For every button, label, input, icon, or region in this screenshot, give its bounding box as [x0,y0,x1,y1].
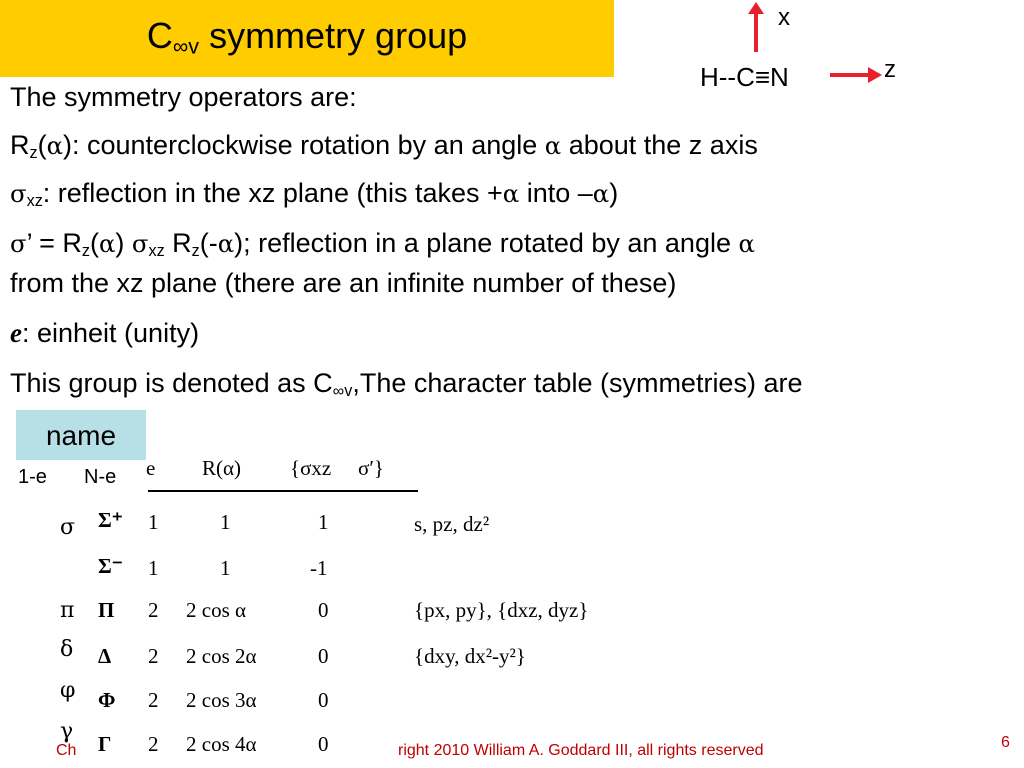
slide-title: $C_{\infty v}$ symmetry group [146,15,468,59]
molecule-formula: H--C≡N [700,62,789,92]
n-electron-label: N-e [84,466,117,488]
row-char-r: 2 cos 2α [186,644,257,668]
z-axis-label: z [884,56,896,83]
table-header-rule [148,490,418,492]
row-sym: Δ [98,644,112,668]
one-e-sym-3: δ [60,637,74,662]
header-sigma-prime: σ′} [358,456,384,480]
row-basis: {px, py}, {dxz, dyz} [414,598,589,622]
row-char-r: 1 [220,510,231,534]
row-char-e: 2 [148,732,159,756]
z-arrowhead-icon [868,67,882,83]
row-char-r: 2 cos 3α [186,688,257,712]
text-line-1: The symmetry operators are: [10,82,357,112]
row-basis: {dxy, dx²-y²} [414,644,526,668]
row-char-r: 1 [220,556,231,580]
row-sym: Γ [98,732,112,756]
row-char-r: 2 cos α [186,598,246,622]
row-char-e: 2 [148,688,159,712]
row-char-r: 2 cos 4α [186,732,257,756]
text-line-unity: e: einheit (unity) [10,318,200,348]
row-char-e: 1 [148,556,159,580]
footer-copyright: right 2010 William A. Goddard III, all rights reserved [398,742,764,759]
footer-left: Ch [56,742,77,759]
row-char-sigma: 0 [318,644,329,668]
row-char-sigma: 1 [318,510,329,534]
row-char-e: 2 [148,598,159,622]
row-char-sigma: -1 [310,556,328,580]
row-char-sigma: 0 [318,598,329,622]
one-e-sym-2: π [60,598,75,623]
x-axis-label: x [778,4,790,31]
text-line-sigma-prime: σ’ = $R_z(\alpha)$ $\sigma_{xz}$ $R_z(-\alpha)$; reflection in a plane rotated by an angle α [10,228,755,261]
text-line-5: from the xz plane (there are an infinite number of these) [10,268,677,298]
text-line-reflection: $\sigma_{xz}$: reflection in the xz plane (this takes +α into –α) [10,178,619,211]
header-rotation: R(α) [202,456,241,480]
header-e: e [146,456,156,480]
one-e-sym-5: γ [60,719,74,744]
header-sigma-xz: {σxz [290,456,332,480]
row-sym: Σ⁺ [98,508,123,532]
text-line-rotation: $R_z(\alpha)$: counterclockwise rotation by an angle α about the z axis [10,130,758,163]
row-sym: Π [98,598,115,622]
row-sym: Φ [98,688,116,712]
name-label: name [45,420,117,451]
row-char-sigma: 0 [318,732,329,756]
row-sym: Σ⁻ [98,554,123,578]
text-line-denoted: This group is denoted as $C_{\infty v},The$ character table (symmetries) are [10,368,803,401]
row-basis: s, pz, dz² [414,512,490,536]
x-arrowhead-icon [748,2,764,14]
slide-number: 6 [1001,734,1010,751]
one-electron-label: 1-e [18,466,47,488]
one-e-sym-0: σ [60,515,76,540]
row-char-e: 1 [148,510,159,534]
row-char-e: 2 [148,644,159,668]
one-e-sym-4: φ [60,678,76,703]
row-char-sigma: 0 [318,688,329,712]
